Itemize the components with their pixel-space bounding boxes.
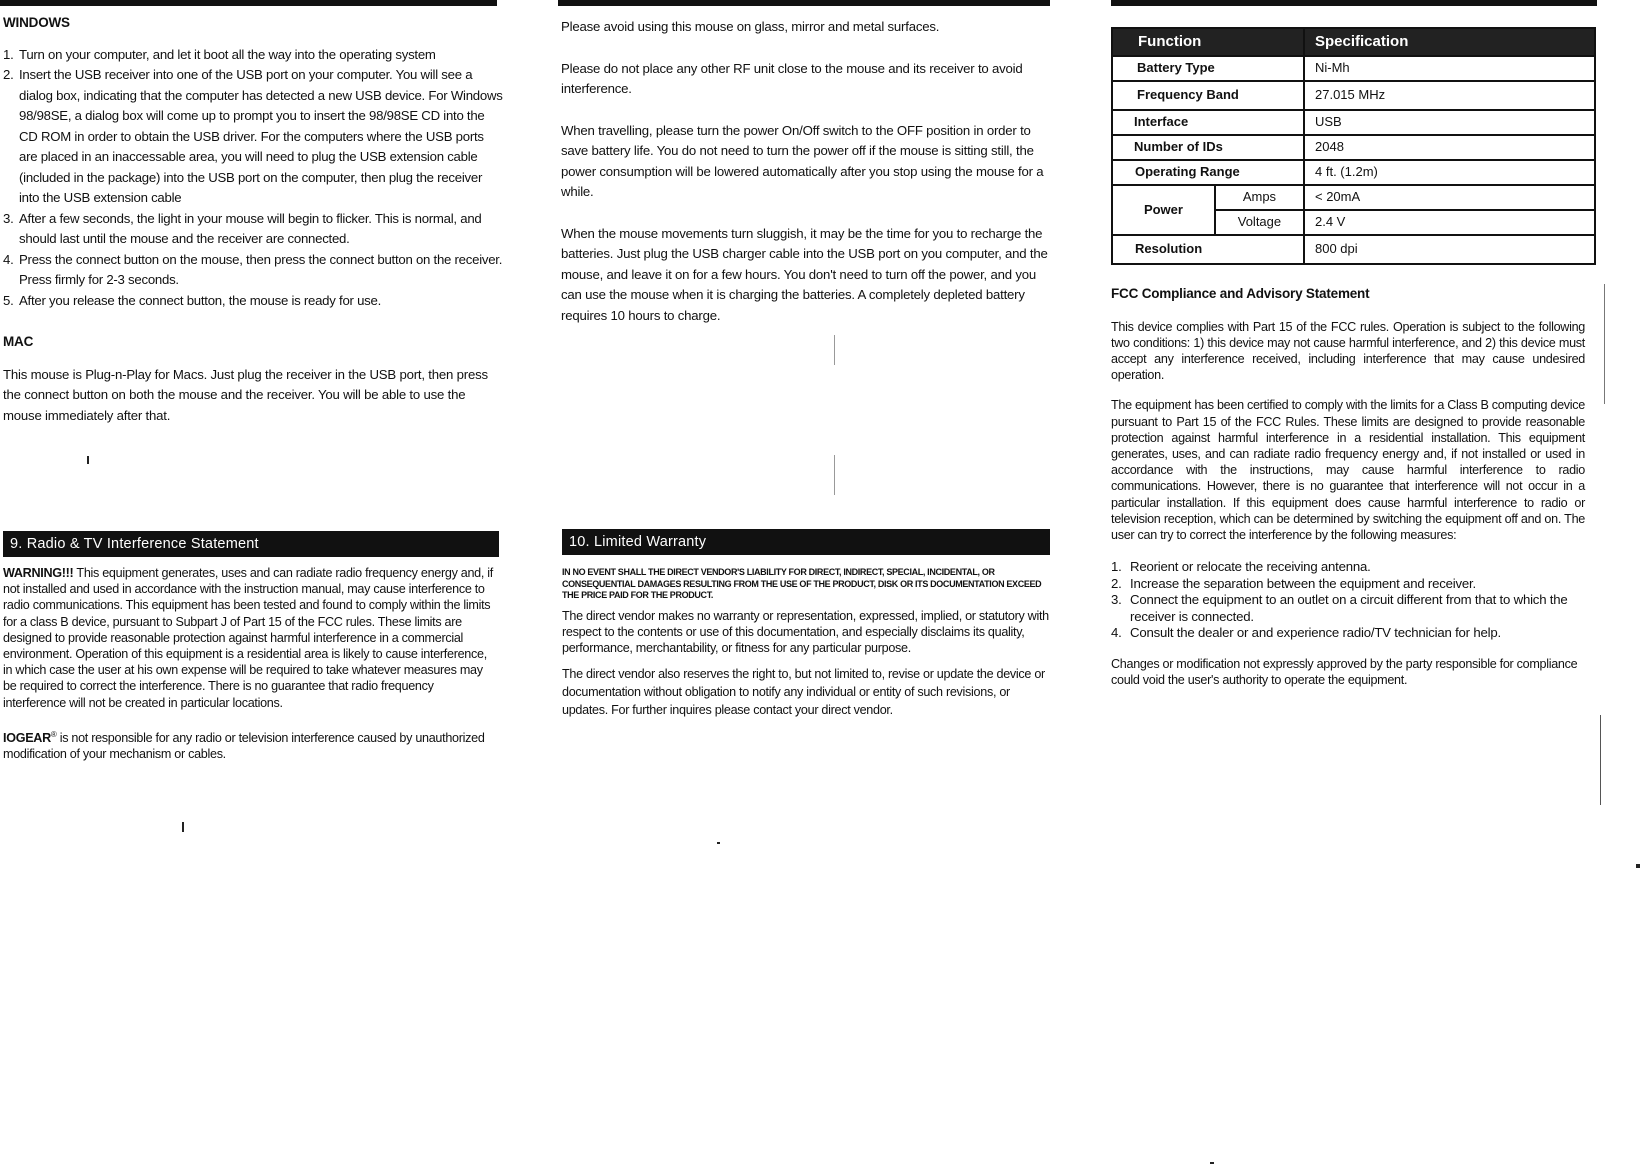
list-item (1111, 592, 1585, 625)
scan-speck (834, 455, 835, 495)
step-text: After you release the connect button, the mouse is ready for use. (19, 292, 382, 308)
registered-mark: ® (50, 729, 57, 739)
warning-text: This equipment generates, uses and can radiate radio frequency energy and, if not installed and used in accordance with the instruction manual, may cause interference to radio communications. This equipment has been tested and found to comply within the limits for a class B device, pursuant to Subpart J of Part 15 of the FCC rules. These limits are designed to provide reasonable protection against harmful interference in a commercial environment. Operation of this equipment is a residential area is likely to cause interference, in which case the user at his own expense will be required to take whatever measures may be required to correct the interference. There is no guarantee that radio frequency interference will not be created in particular locations. (3, 566, 493, 710)
row-value: 2048 (1304, 135, 1595, 160)
table-header-row (1112, 28, 1595, 56)
list-item (1111, 625, 1585, 642)
measure-text: Reorient or relocate the receiving antenna. (1130, 559, 1371, 575)
voltage-value: 2.4 V (1304, 210, 1595, 235)
fcc-heading: FCC Compliance and Advisory Statement (1111, 286, 1370, 301)
list-item (3, 65, 503, 209)
step-number: 4. (3, 251, 14, 267)
row-label: Operating Range (1112, 160, 1304, 185)
measure-text: Consult the dealer or and experience radio/TV technician for help. (1130, 625, 1501, 641)
row-value: Ni-Mh (1304, 56, 1595, 81)
measure-text: Increase the separation between the equipment and receiver. (1130, 575, 1476, 591)
step-number: 3. (3, 210, 14, 226)
step-text: After a few seconds, the light in your mouse will begin to flicker. This is normal, and should last until the mouse and the receiver are connected. (19, 210, 482, 246)
list-item (3, 291, 503, 312)
measure-number: 3. (1111, 592, 1122, 608)
table-row (1112, 110, 1595, 135)
row-label: Interface (1112, 110, 1304, 135)
measure-number: 4. (1111, 625, 1122, 641)
left-column (3, 13, 503, 426)
iogear-paragraph (3, 727, 499, 763)
warning-label: WARNING!!! (3, 566, 74, 580)
section-9-title: 9. Radio & TV Interference Statement (3, 531, 499, 557)
measure-text: Connect the equipment to an outlet on a circuit different from that to which the receiver is connected. (1130, 592, 1568, 624)
scan-speck (717, 842, 720, 844)
amps-value: < 20mA (1304, 185, 1595, 210)
table-row (1112, 81, 1595, 110)
warranty-paragraph-1: The direct vendor makes no warranty or representation, expressed, implied, or statutory with respect to the contents or use of this documentation, and especially disclaims its quality, performance, merchantability, or fitness for any particular purpose. (562, 608, 1049, 655)
section-9 (3, 531, 499, 762)
scan-speck (1210, 1162, 1214, 1164)
top-rule-left (0, 0, 497, 6)
spec-table (1111, 27, 1596, 265)
list-item (3, 250, 503, 291)
iogear-brand: IOGEAR (3, 731, 51, 746)
spec-header: Specification (1304, 28, 1595, 56)
row-label: Frequency Band (1112, 81, 1304, 110)
mac-heading: MAC (3, 334, 34, 349)
table-row (1112, 135, 1595, 160)
table-row (1112, 185, 1595, 210)
row-value: 800 dpi (1304, 235, 1595, 264)
row-label: Resolution (1112, 235, 1304, 264)
row-label: Number of IDs (1112, 135, 1304, 160)
measure-number: 2. (1111, 575, 1122, 591)
step-number: 2. (3, 67, 14, 82)
mac-text: This mouse is Plug-n-Play for Macs. Just plug the receiver in the USB port, then press the connect button on both the mouse and the receiver. You will be able to use the mouse immediately after that. (3, 366, 488, 423)
row-value: 4 ft. (1.2m) (1304, 160, 1595, 185)
windows-heading: WINDOWS (3, 15, 70, 30)
windows-steps (3, 45, 503, 312)
scan-speck (1636, 864, 1640, 868)
warning-paragraph (3, 565, 499, 711)
right-column (1111, 27, 1599, 688)
table-row (1112, 235, 1595, 264)
fcc-paragraph-3: Changes or modification not expressly approved by the party responsible for compliance could void the user's authority to operate the equipment. (1111, 656, 1578, 687)
row-value: USB (1304, 110, 1595, 135)
recharge-paragraph: When the mouse movements turn sluggish, it may be the time for you to recharge the batteries. Just plug the USB charger cable into the USB port on you computer, and the mouse, and leave it on for a few hours. You don't need to turn off the power, and you can use the mouse when it is charging the batteries. A completely depleted battery requires 10 hours to charge. (561, 225, 1048, 323)
fcc-paragraph-2: The equipment has been certified to comply with the limits for a Class B computing device pursuant to Part 15 of the FCC Rules. These limits are designed to provide reasonable protection against harmful interference in a residential installation. This equipment generates, uses, and can radiate radio frequency energy and, if not installed or used in accordance with the instructions, may cause harmful interference to radio communications. However, there is no guarantee that interference will not occur in a particular installation. If this equipment does cause harmful interference to radio or television reception, which can be determined by switching the equipment off and on. The user can try to correct the interference by the following measures: (1111, 398, 1585, 542)
row-value: 27.015 MHz (1304, 81, 1595, 110)
voltage-label: Voltage (1215, 210, 1304, 235)
step-number: 5. (3, 292, 14, 308)
scan-speck (1604, 284, 1605, 404)
step-text: Press the connect button on the mouse, then press the connect button on the receiver. Press firmly for 2-3 seconds. (19, 251, 503, 287)
list-item (1111, 576, 1585, 593)
scan-speck (834, 335, 835, 365)
list-item (1111, 559, 1585, 576)
step-number: 1. (3, 46, 14, 62)
list-item (3, 209, 503, 250)
top-rule-right (1111, 0, 1597, 6)
fcc-measures (1111, 559, 1585, 642)
travel-paragraph: When travelling, please turn the power On/Off switch to the OFF position in order to save battery life. You do not need to turn the power off if the mouse is sitting still, the power consumption will be lowered automatically after you stop using the mouse for a while. (561, 122, 1044, 199)
list-item (3, 45, 503, 66)
scan-speck (1600, 715, 1601, 805)
row-label: Battery Type (1112, 56, 1304, 81)
function-header: Function (1112, 28, 1304, 56)
scan-speck (87, 456, 89, 464)
step-text: Insert the USB receiver into one of the USB port on your computer. You will see a dialog box, indicating that the computer has detected a new USB device. For Windows 98/98SE, a dialog box will come up to prompt you to insert the 98/98SE CD into the CD ROM in order to obtain the USB driver. For the computers where the USB ports are placed in an inaccessable area, you will need to plug the USB extension cable (included in the package) into the USB port on the computer, then plug the receiver into the USB extension cable (19, 67, 503, 205)
section-10-title: 10. Limited Warranty (562, 529, 1050, 555)
power-label: Power (1112, 185, 1215, 235)
rf-paragraph: Please do not place any other RF unit close to the mouse and its receiver to avoid interference. (561, 60, 1023, 96)
warranty-paragraph-2: The direct vendor also reserves the right to, but not limited to, revise or update the device or documentation without obligation to notify any individual or entity of such revisions, or updates. For further inquires please contact your direct vendor. (562, 667, 1045, 718)
scan-speck (182, 822, 184, 832)
section-10 (562, 529, 1050, 719)
glass-paragraph: Please avoid using this mouse on glass, mirror and metal surfaces. (561, 19, 940, 34)
middle-column (561, 17, 1051, 326)
step-text: Turn on your computer, and let it boot all the way into the operating system (19, 46, 436, 62)
warranty-disclaimer: IN NO EVENT SHALL THE DIRECT VENDOR'S LIABILITY FOR DIRECT, INDIRECT, SPECIAL, INCIDENTAL, OR CONSEQUENTIAL DAMAGES RESULTING FROM THE USE OF THE PRODUCT, DISK OR ITS DOCUMENTATION EXCEED THE PRICE PAID FOR THE PRODUCT. (562, 567, 1042, 600)
table-row (1112, 160, 1595, 185)
amps-label: Amps (1215, 185, 1304, 210)
fcc-paragraph-1: This device complies with Part 15 of the FCC rules. Operation is subject to the following two conditions: 1) this device may not cause harmful interference, and 2) this device must accept any interference received, including interference that may cause undesired operation. (1111, 319, 1585, 383)
table-row (1112, 56, 1595, 81)
iogear-text: is not responsible for any radio or television interference caused by unauthorized modification of your mechanism or cables. (3, 731, 485, 762)
top-rule-middle (558, 0, 1050, 6)
measure-number: 1. (1111, 559, 1122, 575)
